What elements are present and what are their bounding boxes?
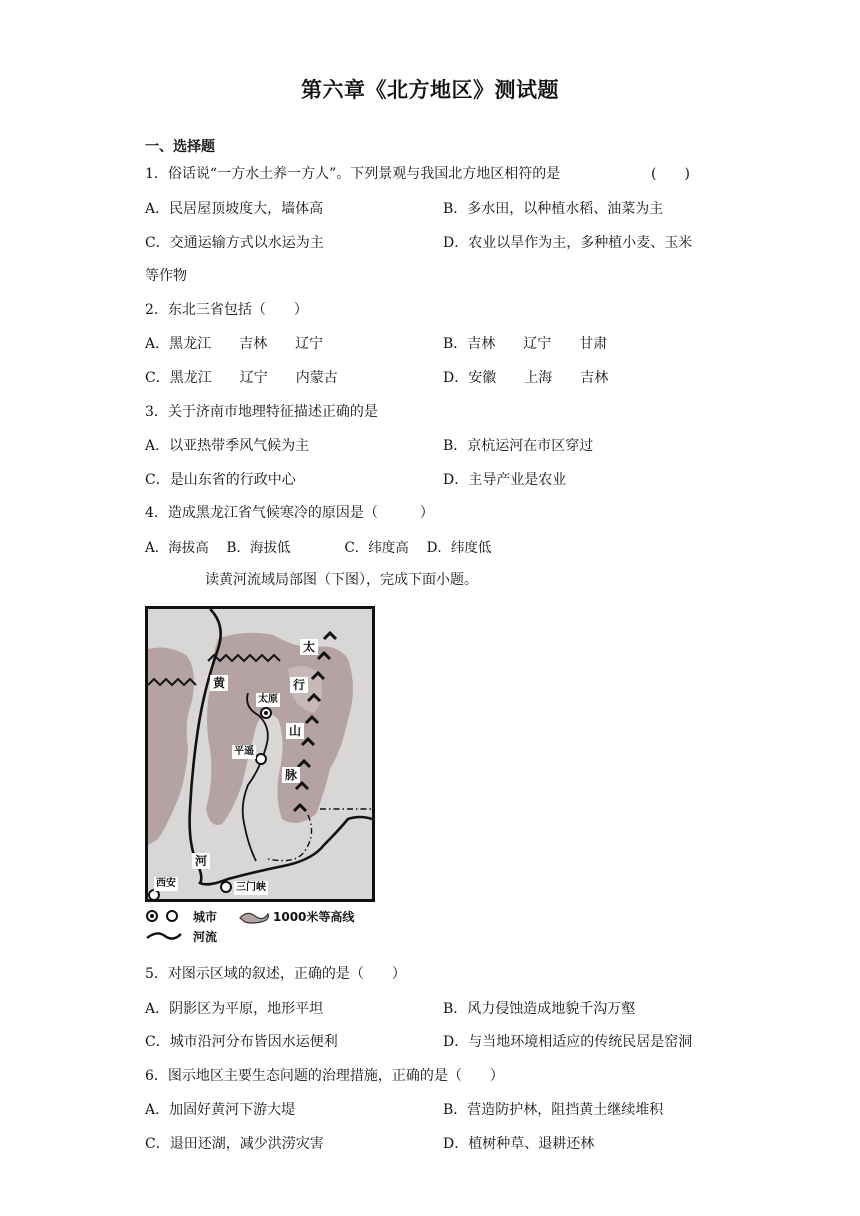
question-2-stem: 2．东北三省包括（ ） — [145, 302, 308, 318]
question-6-option-a: A．加固好黄河下游大堤 — [145, 1102, 296, 1118]
question-6-stem: 6．图示地区主要生态问题的治理措施，正确的是（ ） — [145, 1068, 504, 1084]
question-4-stem: 4．造成黑龙江省气候寒冷的原因是（ ） — [145, 505, 434, 521]
question-5-option-b: B．风力侵蚀造成地貌千沟万壑 — [443, 1001, 636, 1017]
legend-city-label: 城市 — [193, 910, 218, 924]
question-3-option-d: D．主导产业是农业 — [443, 472, 567, 488]
sanmenxia-city-marker — [221, 882, 231, 892]
map-label-sanmenxia: 三门峡 — [236, 882, 266, 893]
question-2-option-d: D．安徽 上海 吉林 — [443, 370, 609, 386]
map-label-tai: 太 — [300, 639, 318, 655]
question-2-option-b: B．吉林 辽宁 甘肃 — [443, 336, 608, 352]
highland-north — [206, 633, 353, 825]
question-6-option-c: C．退田还湖，减少洪涝灾害 — [145, 1136, 324, 1152]
question-1-option-d: D．农业以旱作为主，多种植小麦、玉米 — [443, 235, 693, 251]
map-label-taiyuan: 太原 — [258, 694, 278, 705]
question-1-option-b: B．多水田，以种植水稻、油菜为主 — [443, 201, 664, 217]
map-label-shan: 山 — [286, 723, 304, 739]
question-5-option-d: D．与当地环境相适应的传统民居是窑洞 — [443, 1034, 693, 1050]
pingyao-city-marker — [256, 754, 266, 764]
question-4-options: A．海拔高 B．海拔低 C．纬度高 D．纬度低 — [145, 540, 492, 556]
question-2-option-a: A．黑龙江 吉林 辽宁 — [145, 336, 324, 352]
highland-west — [148, 647, 194, 845]
question-1-option-c: C．交通运输方式以水运为主 — [145, 235, 324, 251]
yellow-river-map — [145, 606, 375, 946]
question-5-stem: 5．对图示区域的叙述，正确的是（ ） — [145, 966, 406, 982]
map-label-xian: 西安 — [156, 878, 176, 889]
question-2-option-c: C．黑龙江 辽宁 内蒙古 — [145, 370, 338, 386]
map-drawing — [148, 609, 372, 899]
legend-river-icon — [145, 928, 185, 944]
map-frame — [145, 606, 375, 902]
question-1-option-d-continued: 等作物 — [145, 268, 187, 284]
legend-contour-icon — [237, 908, 271, 924]
legend-contour-label: 1000米等高线 — [273, 910, 355, 924]
question-6-option-d: D．植树种草、退耕还林 — [443, 1136, 595, 1152]
xian-city-marker — [149, 890, 159, 899]
map-label-hang: 行 — [290, 677, 308, 693]
map-label-huang: 黄 — [210, 675, 228, 691]
question-3-option-c: C．是山东省的行政中心 — [145, 472, 296, 488]
question-5-option-c: C．城市沿河分布皆因水运便利 — [145, 1034, 338, 1050]
question-3-stem: 3．关于济南市地理特征描述正确的是 — [145, 404, 378, 420]
map-label-he: 河 — [192, 853, 210, 869]
question-5-option-a: A．阴影区为平原，地形平坦 — [145, 1001, 324, 1017]
reading-instruction: 读黄河流域局部图（下图），完成下面小题。 — [205, 572, 478, 588]
section-heading: 一、选择题 — [145, 139, 215, 155]
legend-river-label: 河流 — [193, 930, 218, 944]
legend-city-icon — [145, 908, 185, 924]
question-6-option-b: B．营造防护林，阻挡黄土继续堆积 — [443, 1102, 664, 1118]
question-1-answer-blank: ( ) — [651, 166, 690, 182]
map-label-mai: 脉 — [282, 767, 300, 783]
map-label-pingyao: 平遥 — [234, 746, 254, 757]
question-3-option-b: B．京杭运河在市区穿过 — [443, 438, 594, 454]
question-3-option-a: A．以亚热带季风气候为主 — [145, 438, 310, 454]
page-title: 第六章《北方地区》测试题 — [301, 78, 559, 102]
question-1-stem: 1．俗话说“一方水土养一方人”。下列景观与我国北方地区相符的是 — [145, 166, 561, 182]
question-1-option-a: A．民居屋顶坡度大，墙体高 — [145, 201, 324, 217]
